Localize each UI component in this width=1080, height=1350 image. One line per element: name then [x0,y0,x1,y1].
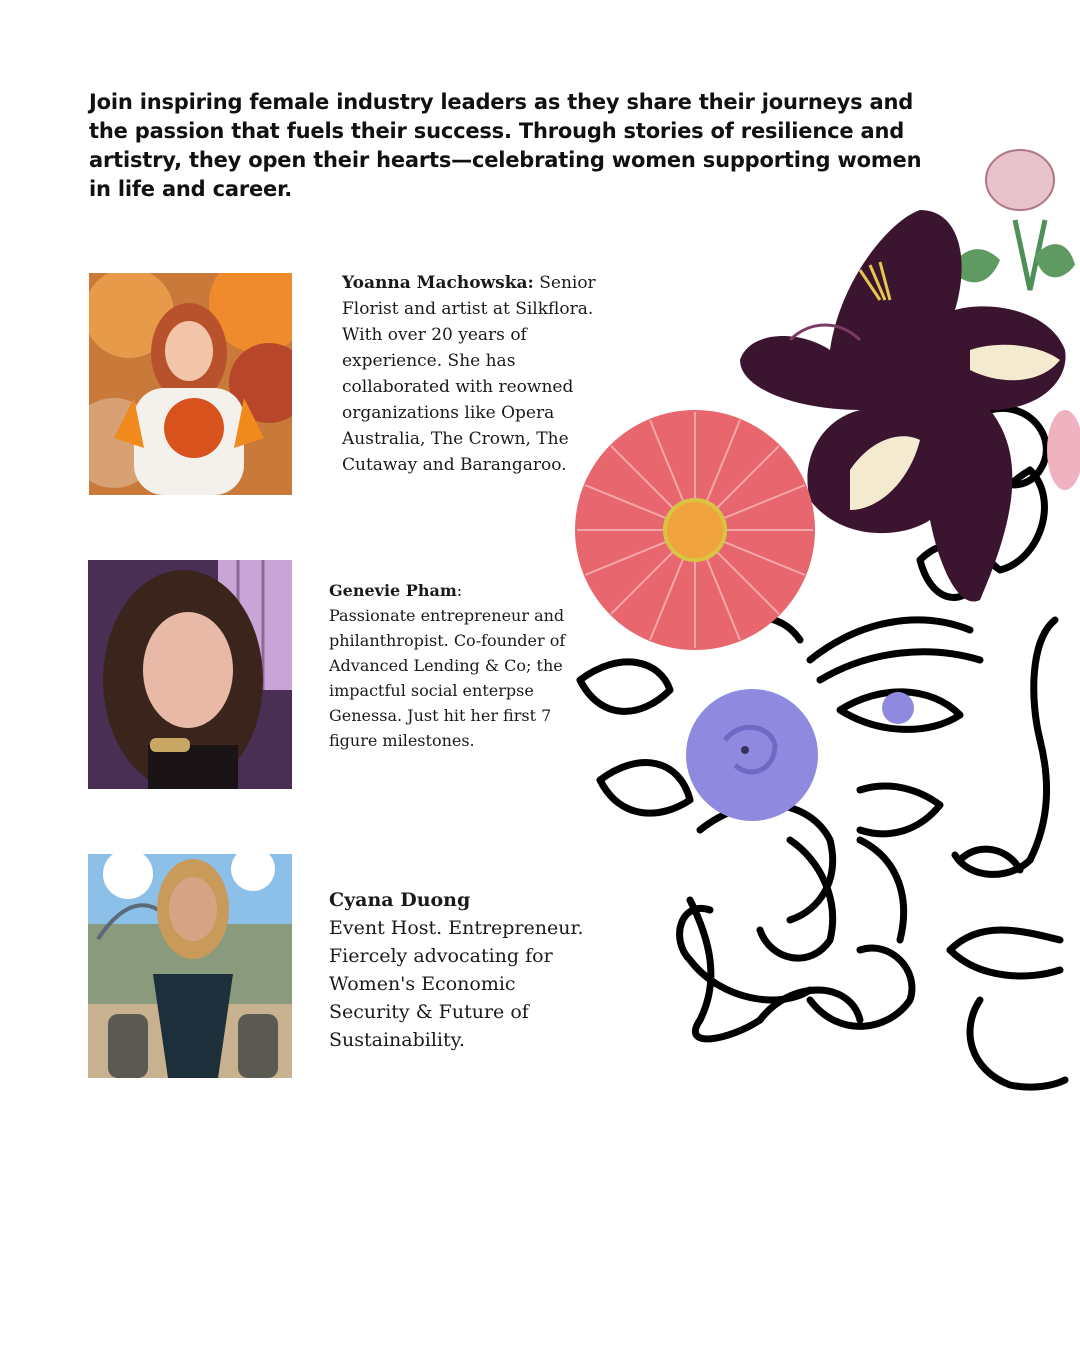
intro-text: Join inspiring female industry leaders as they share their journeys and the passion that fuels their success. Through stories of resilience and artistry, they open their hearts—celebrating women supporting women in life and career. [89,90,922,201]
speaker-name: Genevie Pham [329,581,457,600]
speaker-name: Cyana Duong [329,889,471,911]
speaker-bio-yoanna [342,270,600,478]
daisy-flower [575,410,815,650]
speaker-photo-cyana [88,854,292,1078]
floral-face-illustration [560,140,1080,1110]
speaker-photo-yoanna [89,273,292,495]
speaker-description: Passionate entrepreneur and philanthropist. Co-founder of Advanced Lending & Co; the impactful social enterpse Genessa. Just hit her first 7 figure milestones. [329,606,566,750]
speaker-description: Senior Florist and artist at Silkflora. With over 20 years of experience. She has collaborated with reowned organizations like Opera Australia, The Crown, The Cutaway and Barangaroo. [342,273,596,475]
portrait-image [88,854,292,1078]
name-colon: : [456,581,463,600]
speaker-description: Event Host. Entrepreneur. Fiercely advocating for Women's Economic Security & Future of Sustainability. [329,917,584,1051]
portrait-image [89,273,292,495]
portrait-image [88,560,292,789]
speaker-photo-genevie [88,560,292,789]
rose-flower [686,689,914,821]
speaker-bio-cyana [329,886,591,1054]
speaker-bio-genevie [329,578,591,753]
speaker-name: Yoanna Machowska: [342,273,534,293]
